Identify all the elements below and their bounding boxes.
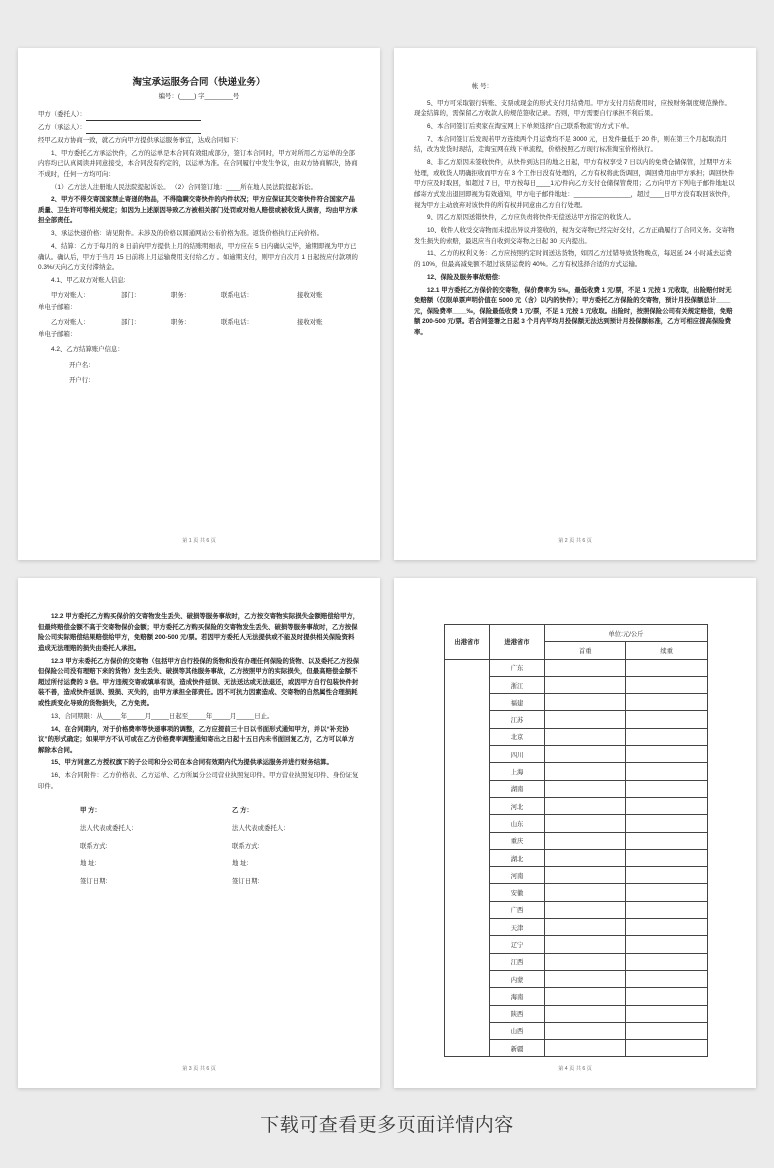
clause-9: 9、因乙方原因送错快件，乙方应负责将快件无偿送达甲方指定的收货人。 [427, 214, 636, 222]
next-weight-cell [626, 919, 708, 936]
next-weight-cell [626, 815, 708, 832]
page-footer: 第 4 页 共 6 页 [558, 1066, 592, 1072]
next-weight-cell [626, 884, 708, 901]
bank-name: 开户行： [69, 377, 95, 385]
clause-10: 10、收件人收受交寄物而未提出异议并签收的，视为交寄物已经完好交付，乙方正确履行了合同义务。交寄物发生损失的索赔，最迟应当自收到交寄物之日起 30 天内提出。 [414, 227, 735, 245]
destination-cell: 安徽 [490, 884, 545, 901]
clause-14: 14、在合同期内，对于价格费率等快递事项的调整，乙方应提前三十日以书面形式通知甲方，并以“补充协议”的形式确定；如果甲方不认可或在乙方价格费率调整通知寄出之日起十五日内未书面回复乙方，乙方可以单方解除本合同。 [38, 725, 355, 754]
next-weight-cell [626, 711, 708, 728]
party-a-line: 甲方（委托人）： [38, 110, 360, 121]
next-weight-cell [626, 901, 708, 918]
page-footer: 第 2 页 共 6 页 [558, 538, 592, 544]
contact-a-title: 职务： [171, 291, 191, 299]
contract-page-1 [18, 48, 380, 560]
first-weight-cell [545, 884, 626, 901]
first-weight-cell [545, 919, 626, 936]
next-weight-cell [626, 746, 708, 763]
destination-cell: 新疆 [490, 1040, 545, 1057]
account-number: 帐 号： [472, 83, 493, 90]
clause-2: 2、甲方不得交寄国家禁止寄递的物品，不得隐瞒交寄快件的内件状况；甲方应保证其交寄快件符合国家产品质量、卫生许可等相关规定；如因为上述原因导致乙方被相关部门处罚或对他人赔偿或被收货人损害，均由甲方承担全部责任。 [38, 196, 358, 225]
next-weight-cell [626, 867, 708, 884]
destination-cell: 山东 [490, 815, 545, 832]
clause-5: 5、甲方可采取银行转账、支票或现金的形式支付月结费用。甲方支付月结费用时，应按财务制度规范操作。现金结算的，需保留乙方收款人的规范签收记录。否则，甲方需要自行承担不利后果。 [414, 99, 731, 118]
clause-1-options: （1）乙方法人注册地人民法院提起诉讼。 （2）合同签订地：____所在地人民法院提起诉讼。 [51, 183, 317, 191]
first-weight-cell [545, 901, 626, 918]
first-weight-cell [545, 797, 626, 814]
next-weight-cell [626, 780, 708, 797]
first-weight-cell [545, 970, 626, 987]
contact-b-dept: 部门： [121, 318, 141, 326]
rep-b: 法人代表或委托人： [232, 825, 290, 833]
destination-cell: 山西 [490, 1022, 545, 1039]
destination-cell: 北京 [490, 728, 545, 745]
next-weight-cell [626, 1005, 708, 1022]
clause-16: 16、本合同附件：乙方价格表、乙方运单、乙方所属分公司营业执照复印件。甲方营业执照复印件、身份证复印件。 [38, 772, 359, 790]
next-weight-cell [626, 849, 708, 866]
first-weight-cell [545, 1040, 626, 1057]
destination-cell: 四川 [490, 746, 545, 763]
sign-party-a: 甲 方： [80, 807, 101, 815]
destination-cell: 浙江 [490, 676, 545, 693]
first-weight-cell [545, 832, 626, 849]
clause-12-1: 12.1 甲方委托乙方保价的交寄物，保价费率为 5‰，最低收费 1 元/票，不足 1 元按 1 元收取，出险赔付时无免赔额（仅限单票声明价值在 5000 元（含）以内的快件）；甲方委托乙方保险的交寄物，预计月投保额总计____元，保险费率____‰，保险最低收费 1 元/票，不足 1 元按 1 元收取。出险时，按照保险公司有关规定赔偿，免赔额 200-500 元/票。若合同签署之日起 3 个月内平均月投保额无法达到预计月投保额标准，乙方可相应提高保险费率。 [414, 286, 733, 336]
next-weight-cell [626, 1022, 708, 1039]
contract-page-2 [394, 48, 756, 560]
destination-cell: 重庆 [490, 832, 545, 849]
clause-1: 1、甲方委托乙方承运快件，乙方的运单是本合同有效组成部分，签订本合同时，甲方对所用乙方运单的全部内容均已认真阅读并同意接受，本合同没有约定的，以运单为准。在合同履行中发生争议，由双方协商解决，协商不成时，任何一方均可向： [38, 149, 358, 178]
clause-3: 3、承运快递价格：请见附件。未涉及的价格以圆通网站公布价格为准。返货价格执行正向价格。 [51, 230, 323, 238]
first-weight-cell [545, 763, 626, 780]
contact-b: 联系方式: [232, 842, 260, 850]
party-b-line: 乙方（承运人）： [38, 123, 360, 134]
destination-cell: 河北 [490, 797, 545, 814]
clause-12-2: 12.2 甲方委托乙方购买保价的交寄物发生丢失、破损等服务事故时，乙方按交寄物实际损失金额赔偿给甲方，但最终赔偿金额不高于交寄物保价金额；甲方委托乙方购买保险的交寄物发生丢失、破损等服务事故时，乙方按保险公司实际赔偿结果赔偿给甲方，免赔额 200-500 元/票。若因甲方委托人无法提供或不能及时提供相关保险资料造成无法理赔的损失由委托人承担。 [38, 613, 360, 652]
next-weight-cell [626, 988, 708, 1005]
destination-cell: 河南 [490, 867, 545, 884]
contact-b-name: 乙方对账人： [51, 318, 90, 326]
destination-cell: 江苏 [490, 711, 545, 728]
first-weight-cell [545, 780, 626, 797]
date-a: 签订日期: [80, 877, 108, 885]
next-weight-cell [626, 676, 708, 693]
next-weight-cell [626, 728, 708, 745]
first-weight-cell [545, 676, 626, 693]
destination-cell: 内蒙 [490, 970, 545, 987]
first-weight-cell [545, 936, 626, 953]
next-weight-cell [626, 797, 708, 814]
first-weight-cell [545, 711, 626, 728]
destination-cell: 海南 [490, 988, 545, 1005]
contract-title: 淘宝承运服务合同（快递业务） [132, 77, 266, 88]
col-origin: 出港省市 [445, 625, 490, 660]
clause-15: 15、甲方同意乙方授权旗下的子公司和分公司在本合同有效期内代为提供承运服务并进行财务结算。 [51, 759, 333, 767]
next-weight-cell [626, 936, 708, 953]
contact-a-phone: 联系电话： [221, 291, 253, 299]
unit-label: 单位:元/公斤 [545, 625, 708, 642]
price-table-page [394, 578, 756, 1088]
contact-b-title: 职务： [171, 318, 191, 326]
table-row [445, 659, 708, 676]
email-a: 单电子邮箱： [38, 304, 77, 312]
first-weight-cell [545, 953, 626, 970]
contact-a-recv: 接收对账 [297, 291, 323, 299]
destination-cell: 福建 [490, 694, 545, 711]
clause-12-3: 12.3 甲方未委托乙方保价的交寄物（包括甲方自行投保的货物和没有办理任何保险的货物、以及委托乙方投保但保险公司没有理赔下来的货物）发生丢失、破损等其他服务事故，乙方按照甲方的实际损失，但最高赔偿金额不超过所付运费的 3 倍。甲方违规交寄或填单有误，造成快件延误、无法送达或无法退还，或因甲方自行包装快件封装不善，造成快件延误、毁损、灭失的，由甲方承担全部责任。因不可抗力因素造成、交寄物的自然属性合理损耗或性质变化导致的货物损失，乙方免责。 [38, 657, 360, 707]
destination-cell: 上海 [490, 763, 545, 780]
contact-b-phone: 联系电话： [221, 318, 253, 326]
destination-cell: 湖北 [490, 849, 545, 866]
first-weight-cell [545, 988, 626, 1005]
sign-party-b: 乙 方： [232, 807, 253, 815]
col-first-weight: 首重 [545, 642, 626, 659]
first-weight-cell [545, 728, 626, 745]
next-weight-cell [626, 832, 708, 849]
col-destination: 进港省市 [490, 625, 545, 660]
destination-cell: 陕西 [490, 1005, 545, 1022]
destination-cell: 江西 [490, 953, 545, 970]
next-weight-cell [626, 1040, 708, 1057]
contract-number: 编号：(____) 字________号 [158, 92, 240, 100]
price-table [444, 624, 708, 1057]
clause-11: 11、乙方的权利义务：乙方应按照约定时间送达货物，如因乙方过错导致货物晚点，每迟延 24 小时减去运费的 10%，但最高减免额不超过该票运费的 40%。乙方有权选择合适的方式运输。 [414, 250, 732, 269]
page-footer: 第 1 页 共 6 页 [182, 538, 216, 544]
first-weight-cell [545, 1005, 626, 1022]
origin-cell [445, 659, 490, 1057]
clause-12: 12、保险及服务事故赔偿: [427, 273, 501, 281]
next-weight-cell [626, 970, 708, 987]
address-a: 地 址: [80, 860, 97, 868]
first-weight-cell [545, 1022, 626, 1039]
page-footer: 第 3 页 共 6 页 [182, 1066, 216, 1072]
clause-4: 4、结算：乙方于每月的 8 日前向甲方提供上月的结账明细表，甲方应在 5 日内确认完毕，逾期即视为甲方已确认。确认后，甲方于当月 15 日前将上月运输费用支付给乙方 。如逾期支付，则甲方自次月 1 日起按应付款项的 0.3%/天向乙方支付滞纳金。 [38, 243, 358, 272]
destination-cell: 辽宁 [490, 936, 545, 953]
destination-cell: 广东 [490, 659, 545, 676]
destination-cell: 天津 [490, 919, 545, 936]
intro-text: 经甲乙双方协商一致，就乙方向甲方提供承运服务事宜，达成合同如下： [38, 136, 243, 144]
contract-page-3 [18, 578, 380, 1088]
contact-b-row [38, 318, 360, 329]
next-weight-cell [626, 953, 708, 970]
email-b: 单电子邮箱： [38, 331, 77, 339]
next-weight-cell [626, 659, 708, 676]
contact-a: 联系方式: [80, 842, 108, 850]
date-b: 签订日期: [232, 877, 260, 885]
rep-a: 法人代表或委托人： [80, 825, 138, 833]
contact-a-row [38, 291, 360, 302]
first-weight-cell [545, 694, 626, 711]
first-weight-cell [545, 867, 626, 884]
clause-4-2: 4.2、乙方结算账户信息： [51, 345, 124, 353]
next-weight-cell [626, 694, 708, 711]
clause-7: 7、本合同签订后发现若甲方连续两个月运费均不足 3000 元，日发件量低于 20 件，则在第三个月起取消月结，改为发货时现结，走淘宝网在线下单流程，价格按照乙方现行标准淘宝价格执行。 [414, 135, 728, 154]
destination-cell: 湖南 [490, 780, 545, 797]
bank-account-name: 开户名： [69, 361, 95, 369]
contact-a-dept: 部门： [121, 291, 141, 299]
first-weight-cell [545, 746, 626, 763]
destination-cell: 广西 [490, 901, 545, 918]
contact-a-name: 甲方对账人： [51, 291, 90, 299]
clause-8: 8、非乙方原因未签收快件，从快件到达目的地之日起，甲方有权享受 7 日以内的免费仓储保管，过期甲方未处理，或收货人明确拒收而甲方在 3 个工作日没有处理的，乙方有权将此货调回，调回费用由甲方承担；调回快件甲方应及时取回，如超过 7 日，甲方按每日____1元/件向乙方支付仓储保管费用；乙方向甲方下列电子邮件地址以邮寄方式发出退回即视为有效通知，甲方电子邮件地址：________________，超过____日甲方没有取回该快件，视为甲方主动放弃对该快件的所有权并同意由乙方自行处理。 [414, 159, 735, 209]
address-b: 地 址: [232, 860, 249, 868]
first-weight-cell [545, 659, 626, 676]
next-weight-cell [626, 763, 708, 780]
clause-13: 13、合同期限：从_____年_____月_____日起至_____年_____月_____日止。 [51, 712, 274, 720]
first-weight-cell [545, 849, 626, 866]
download-caption: 下载可查看更多页面详情内容 [260, 1114, 514, 1136]
contact-b-recv: 接收对账 [297, 318, 323, 326]
col-next-weight: 续重 [626, 642, 708, 659]
clause-6: 6、本合同签订后卖家在淘宝网上下单须选择“自己联系物流”的方式下单。 [427, 122, 633, 130]
first-weight-cell [545, 815, 626, 832]
signature-block [80, 806, 360, 887]
clause-4-1: 4.1、甲乙双方对账人信息: [51, 277, 126, 284]
